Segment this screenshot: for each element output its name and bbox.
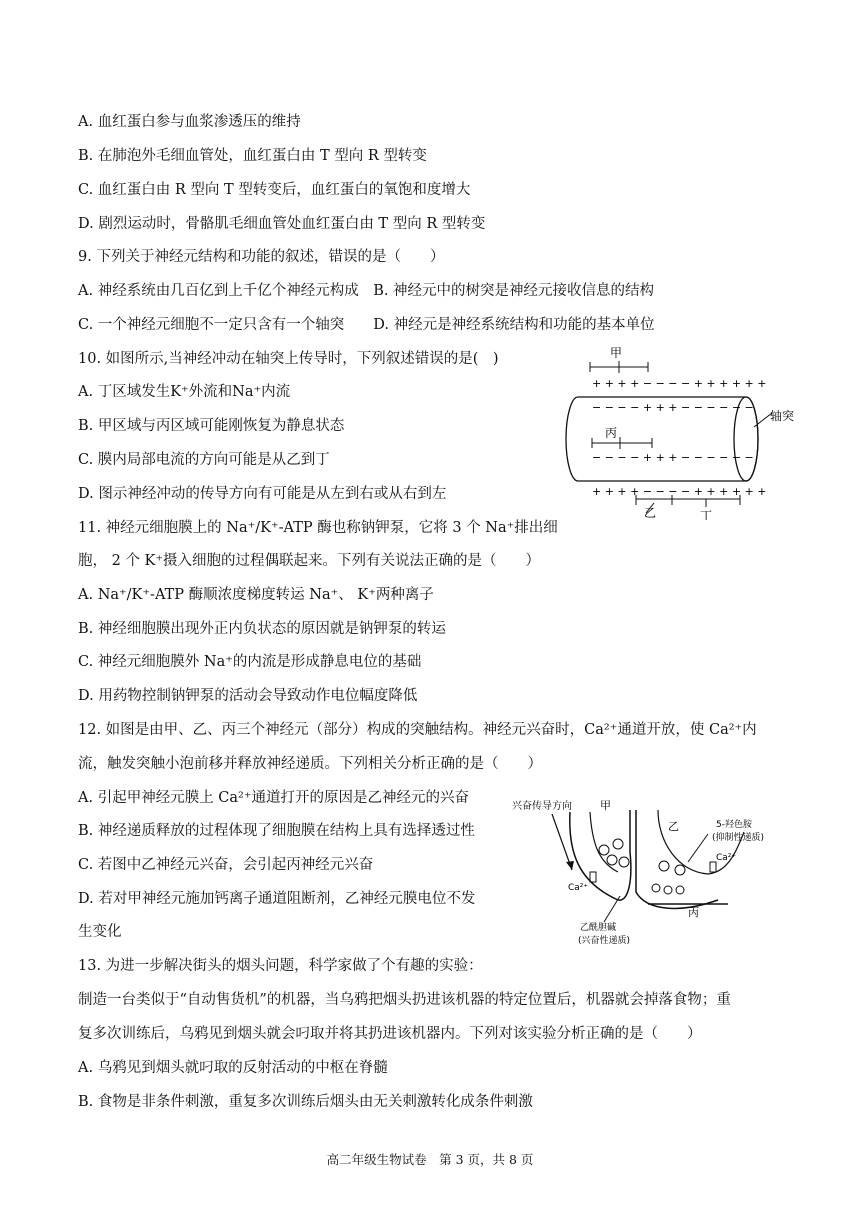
text-line: D. 剧烈运动时，骨骼肌毛细血管处血红蛋白由 T 型向 R 型转变 xyxy=(78,216,486,232)
text-line: 制造一台类似于“自动售货机”的机器，当乌鸦把烟头扔进该机器的特定位置后，机器就会掉落食物；重 xyxy=(78,992,731,1008)
label-bing: 丙 xyxy=(605,426,618,440)
text-line: 流，触发突触小泡前移并释放神经递质。下列相关分析正确的是（ ） xyxy=(78,756,542,772)
text-line: A. 乌鸦见到烟头就叼取的反射活动的中枢在脊髓 xyxy=(78,1060,388,1076)
text-line: 复多次训练后，乌鸦见到烟头就会叼取并将其扔进该机器内。下列对该实验分析正确的是（ ） xyxy=(78,1026,702,1042)
text-line: C. 一个神经元细胞不一定只含有一个轴突 D. 神经元是神经系统结构和功能的基本单位 xyxy=(78,317,655,333)
label-ca-right: Ca²⁺ xyxy=(716,853,737,863)
question-12: 12. 如图是由甲、乙、丙三个神经元（部分）构成的突触结构。神经元兴奋时，Ca²⁺通道开放，使 Ca²⁺内 xyxy=(78,722,757,738)
label-serotonin-note: (抑制性递质) xyxy=(712,833,765,843)
top-outer-charges: + + + + − − − − + + + + + + xyxy=(592,377,767,390)
label-axon: 轴突 xyxy=(770,409,795,423)
label-serotonin: 5-羟色胺 xyxy=(716,820,752,830)
text-line: A. 丁区域发生K⁺外流和Na⁺内流 xyxy=(78,384,291,400)
bottom-inner-charges: − − − − + + + − − − − − − xyxy=(592,451,754,464)
text-line: B. 在肺泡外毛细血管处，血红蛋白由 T 型向 R 型转变 xyxy=(78,148,427,164)
page-footer: 高二年级生物试卷 第 3 页，共 8 页 xyxy=(326,1152,534,1167)
text-line: B. 甲区域与丙区域可能刚恢复为静息状态 xyxy=(78,418,345,434)
text-line: A. 引起甲神经元膜上 Ca²⁺通道打开的原因是乙神经元的兴奋 xyxy=(78,790,470,806)
label-direction: 兴奋传导方向 xyxy=(512,801,572,812)
question-10: 10. 如图所示,当神经冲动在轴突上传导时，下列叙述错误的是( ) xyxy=(78,351,499,367)
text-line: A. 神经系统由几百亿到上千亿个神经元构成 B. 神经元中的树突是神经元接收信息的结构 xyxy=(78,283,655,299)
question-9: 9. 下列关于神经元结构和功能的叙述，错误的是（ ） xyxy=(78,249,445,265)
text-line: 胞， 2 个 K⁺摄入细胞的过程偶联起来。下列有关说法正确的是（ ） xyxy=(78,553,541,569)
label-ding: 丁 xyxy=(700,509,713,520)
text-line: B. 食物是非条件刺激，重复多次训练后烟头由无关刺激转化成条件刺激 xyxy=(78,1094,533,1110)
label-ach-note: (兴奋性递质) xyxy=(578,936,631,946)
text-line: 生变化 xyxy=(78,924,122,940)
text-line: D. 若对甲神经元施加钙离子通道阻断剂，乙神经元膜电位不发 xyxy=(78,891,476,907)
text-line: C. 神经元细胞膜外 Na⁺的内流是形成静息电位的基础 xyxy=(78,654,422,670)
text-line: D. 用药物控制钠钾泵的活动会导致动作电位幅度降低 xyxy=(78,688,418,704)
text-line: B. 神经细胞膜出现外正内负状态的原因就是钠钾泵的转运 xyxy=(78,621,446,637)
text-line: C. 若图中乙神经元兴奋，会引起丙神经元兴奋 xyxy=(78,857,374,873)
label-jia: 甲 xyxy=(600,799,611,812)
text-line: A. 血红蛋白参与血浆渗透压的维持 xyxy=(78,114,301,130)
text-line: A. Na⁺/K⁺-ATP 酶顺浓度梯度转运 Na⁺、 K⁺两种离子 xyxy=(78,587,434,603)
label-yi: 乙 xyxy=(668,820,679,833)
label-bing: 丙 xyxy=(688,906,699,919)
label-yi: 乙 xyxy=(644,506,657,520)
label-ca-left: Ca²⁺ xyxy=(568,883,589,893)
label-jia: 甲 xyxy=(610,346,623,360)
label-ach: 乙酰胆碱 xyxy=(580,923,617,933)
axon-figure xyxy=(560,345,810,520)
synapse-figure xyxy=(508,792,788,947)
text-line: B. 神经递质释放的过程体现了细胞膜在结构上具有选择透过性 xyxy=(78,823,475,839)
text-line: C. 血红蛋白由 R 型向 T 型转变后，血红蛋白的氧饱和度增大 xyxy=(78,182,471,198)
top-inner-charges: − − − − + + + − − − − − − xyxy=(592,401,754,414)
text-line: C. 膜内局部电流的方向可能是从乙到丁 xyxy=(78,452,330,468)
question-11: 11. 神经元细胞膜上的 Na⁺/K⁺-ATP 酶也称钠钾泵，它将 3 个 Na⁺排出细 xyxy=(78,520,558,536)
bottom-outer-charges: + + + + − − − − + + + + + + xyxy=(592,485,767,498)
text-line: D. 图示神经冲动的传导方向有可能是从左到右或从右到左 xyxy=(78,486,447,502)
question-13: 13. 为进一步解决街头的烟头问题，科学家做了个有趣的实验： xyxy=(78,958,483,974)
